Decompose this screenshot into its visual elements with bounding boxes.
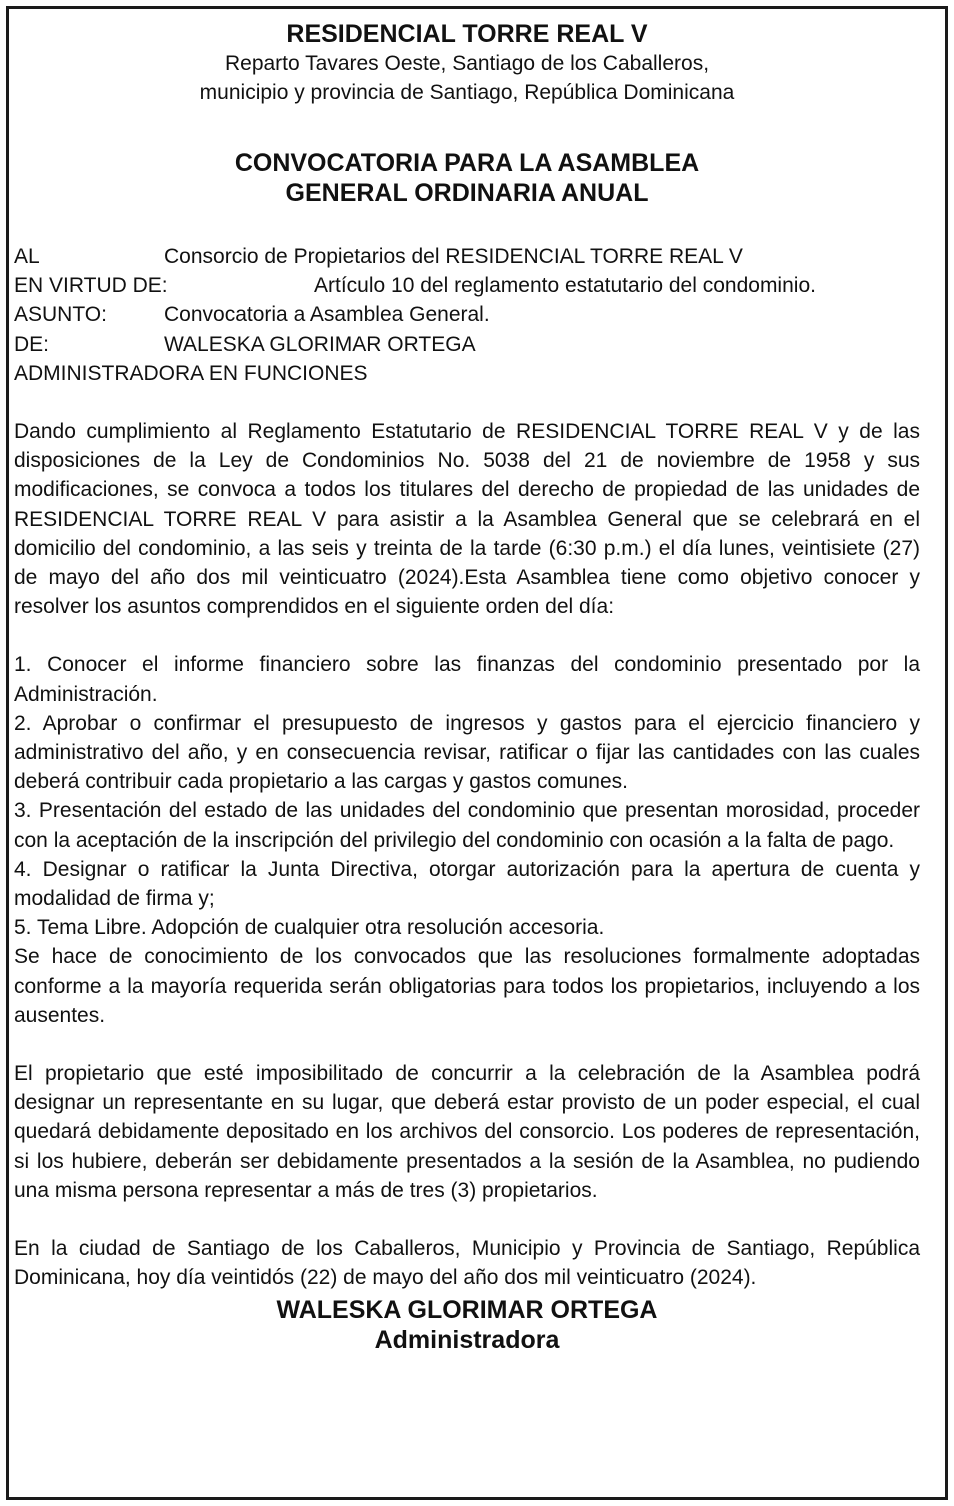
intro-paragraph: Dando cumplimiento al Reglamento Estatutario de RESIDENCIAL TORRE REAL V y de las disposiciones de la Ley de Condominios No. 5038 del 21 de noviembre de 1958 y sus modificaciones, se convoca a todos los titulares del derecho de propiedad de las unidades de RESIDENCIAL TORRE REAL V para asistir a la Asamblea General que se celebrará en el domicilio del condominio, a las seis y treinta de la tarde (6:30 p.m.) el día lunes, veintisiete (27) de mayo del año dos mil veinticuatro (2024).Esta Asamblea tiene como objetivo conocer y resolver los asuntos comprendidos en el siguiente orden del día: [14,420,920,619]
field-de-label: DE: [14,332,50,356]
notice-content [14,12,920,1355]
document-title: RESIDENCIAL TORRE REAL V [286,20,648,48]
convocatoria-heading-line-2: GENERAL ORDINARIA ANUAL [285,179,649,207]
field-al-label: AL [14,245,40,268]
address-line-1: Reparto Tavares Oeste, Santiago de los Caballeros, [224,52,710,75]
field-asunto [14,300,920,329]
address-line-2: municipio y provincia de Santiago, República Dominicana [199,81,735,104]
field-de [14,330,920,359]
field-en-virtud [14,271,920,300]
field-asunto-value: Convocatoria a Asamblea General. [164,303,490,327]
agenda-item-1: 1. Conocer el informe financiero sobre las finanzas del condominio presentado por la Administración. [14,653,920,706]
convocatoria-heading-line-1: CONVOCATORIA PARA LA ASAMBLEA [234,149,700,177]
field-en-virtud-label: EN VIRTUD DE: [14,274,168,298]
signature-role: Administradora [374,1325,560,1354]
memo-fields [14,242,920,388]
agenda-item-5: 5. Tema Libre. Adopción de cualquier otra resolución accesoria. [14,916,605,940]
agenda-item-4: 4. Designar o ratificar la Junta Directiva, otorgar autorización para la apertura de cuenta y modalidad de firma y; [14,857,920,911]
resolutions-notice-paragraph: Se hace de conocimiento de los convocados que las resoluciones formalmente adoptadas conforme a la mayoría requerida serán obligatorias para todos los propietarios, incluyendo a los ausentes. [14,945,920,1027]
field-de-role: ADMINISTRADORA EN FUNCIONES [14,361,368,385]
field-asunto-label: ASUNTO: [14,303,107,327]
field-de-value: WALESKA GLORIMAR ORTEGA [164,332,476,356]
field-en-virtud-value: Artículo 10 del reglamento estatutario del condominio. [314,274,816,298]
proxy-paragraph: El propietario que esté imposibilitado de concurrir a la celebración de la Asamblea podrá designar un representante en su lugar, que deberá estar provisto de un poder especial, el cual quedará debidamente depositado en los archivos del consorcio. Los poderes de representación, si los hubiere, deberán ser debidamente presentados a la sesión de la Asamblea, no pudiendo una misma persona representar a más de tres (3) propietarios. [14,1062,920,1202]
agenda-item-2: 2. Aprobar o confirmar el presupuesto de ingresos y gastos para el ejercicio financiero y administrativo del año, y en consecuencia revisar, ratificar o fijar las cantidades con las cuales deberá contribuir cada propietario a las cargas y gastos comunes. [14,711,920,794]
field-al [14,242,920,271]
agenda-item-3: 3. Presentación del estado de las unidades del condominio que presentan morosidad, proceder con la aceptación de la inscripción del privilegio del condominio con ocasión a la falta de pago. [14,799,920,852]
closing-paragraph: En la ciudad de Santiago de los Caballeros, Municipio y Provincia de Santiago, República Dominicana, hoy día veintidós (22) de mayo del año dos mil veinticuatro (2024). [14,1237,920,1290]
signature-name: WALESKA GLORIMAR ORTEGA [276,1295,658,1324]
field-al-value: Consorcio de Propietarios del RESIDENCIAL TORRE REAL V [164,245,743,268]
